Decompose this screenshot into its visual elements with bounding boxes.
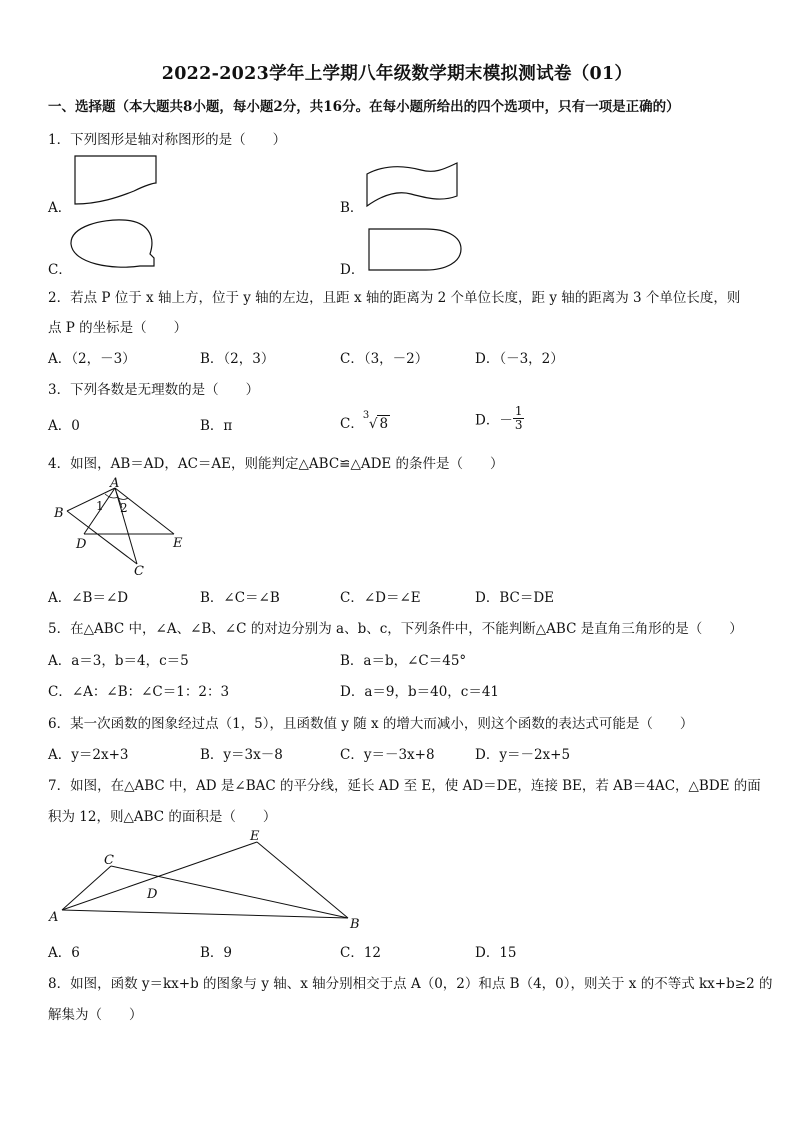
q8-stem-line1: 8．如图，函数 y＝kx+b 的图象与 y 轴、x 轴分别相交于点 A（0，2）和点 B（4，0），则关于 x 的不等式 kx+b≥2 的 [48, 976, 773, 992]
q5-option-a: A．a＝3，b＝4，c＝5 [48, 653, 189, 669]
q1-option-a-figure [74, 155, 164, 210]
q2-option-d: D．（－3，2） [475, 351, 564, 367]
q4-option-d: D．BC＝DE [475, 590, 555, 606]
q6-option-d: D．y＝－2x+5 [475, 747, 571, 763]
q7-option-c: C．12 [340, 945, 382, 961]
q5-option-c: C．∠A：∠B：∠C＝1：2：3 [48, 684, 230, 700]
q4-label-e: E [173, 536, 183, 551]
q7-option-a: A．6 [48, 945, 80, 961]
q3-stem: 3．下列各数是无理数的是（ ） [48, 382, 260, 398]
fraction-denominator: 3 [514, 418, 523, 432]
q4-label-angle1: 1 [96, 499, 104, 513]
q3-option-d-label: D．－ [475, 412, 513, 429]
q5-option-d: D．a＝9，b＝40，c＝41 [340, 684, 500, 700]
q7-option-d: D．15 [475, 945, 517, 961]
q3-option-b: B．π [200, 418, 233, 434]
q3-option-a: A．0 [48, 418, 80, 434]
q4-stem: 4．如图，AB＝AD，AC＝AE，则能判定△ABC≌△ADE 的条件是（ ） [48, 456, 504, 472]
fraction [513, 405, 525, 432]
q4-label-c: C [134, 564, 144, 579]
cube-root-radicand: 8 [379, 416, 389, 432]
q7-stem-line1: 7．如图，在△ABC 中，AD 是∠BAC 的平分线，延长 AD 至 E，使 AD＝DE，连接 BE，若 AB＝4AC，△BDE 的面 [48, 778, 761, 794]
q1-option-b-label: B． [340, 200, 364, 216]
q1-option-d-label: D． [340, 262, 365, 278]
q4-label-b: B [54, 506, 64, 521]
q1-option-c-label: C． [48, 262, 72, 278]
q7-label-a: A [49, 910, 59, 925]
q7-label-e: E [250, 829, 260, 844]
q6-option-b: B．y＝3x－8 [200, 747, 283, 763]
q3-option-c-label: C． [340, 416, 364, 432]
q4-label-angle2: 2 [120, 501, 128, 515]
q1-option-a-label: A． [48, 200, 72, 216]
q7-figure [45, 826, 375, 936]
q2-stem-line1: 2．若点 P 位于 x 轴上方，位于 y 轴的左边，且距 x 轴的距离为 2 个单位长度，距 y 轴的距离为 3 个单位长度，则 [48, 290, 741, 306]
section-heading: 一、选择题（本大题共8小题，每小题2分，共16分。在每小题所给出的四个选项中，只有一项是正确的） [48, 99, 680, 115]
q1-stem: 1．下列图形是轴对称图形的是（ ） [48, 132, 287, 148]
cube-root-index: 3 [362, 410, 370, 421]
q3-option-d [475, 405, 524, 432]
q7-stem-line2: 积为 12，则△ABC 的面积是（ ） [48, 809, 277, 825]
q3-option-c [340, 412, 390, 432]
q7-label-c: C [104, 853, 114, 868]
q2-option-c: C．（3，－2） [340, 351, 429, 367]
q2-stem-line2: 点 P 的坐标是（ ） [48, 320, 188, 336]
q2-option-b: B．（2，3） [200, 351, 275, 367]
q7-label-b: B [350, 917, 360, 932]
q2-option-a: A．（2，－3） [48, 351, 136, 367]
q6-option-a: A．y＝2x+3 [48, 747, 129, 763]
q4-figure [50, 476, 190, 579]
q1-option-b-figure [366, 162, 461, 212]
q7-label-d: D [147, 887, 158, 902]
q5-stem: 5．在△ABC 中，∠A、∠B、∠C 的对边分别为 a、b、c，下列条件中，不能判断△ABC 是直角三角形的是（ ） [48, 621, 743, 637]
q8-stem-line2: 解集为（ ） [48, 1007, 143, 1023]
q5-option-b: B．a＝b，∠C＝45° [340, 653, 467, 669]
q1-option-c-figure [68, 218, 163, 273]
q7-option-b: B．9 [200, 945, 233, 961]
q4-label-a: A [110, 476, 120, 491]
q6-stem: 6．某一次函数的图象经过点（1，5），且函数值 y 随 x 的增大而减小，则这个函数的表达式可能是（ ） [48, 716, 694, 732]
page-title: 2022-2023学年上学期八年级数学期末模拟测试卷（01） [161, 64, 633, 84]
q6-option-c: C．y＝－3x+8 [340, 747, 435, 763]
q4-option-a: A．∠B＝∠D [48, 590, 129, 606]
q4-option-b: B．∠C＝∠B [200, 590, 280, 606]
q4-label-d: D [76, 537, 87, 552]
fraction-numerator: 1 [514, 404, 523, 418]
q4-option-c: C．∠D＝∠E [340, 590, 421, 606]
q1-option-d-figure [368, 228, 468, 273]
cube-root: 3 √ 8 [362, 410, 389, 432]
